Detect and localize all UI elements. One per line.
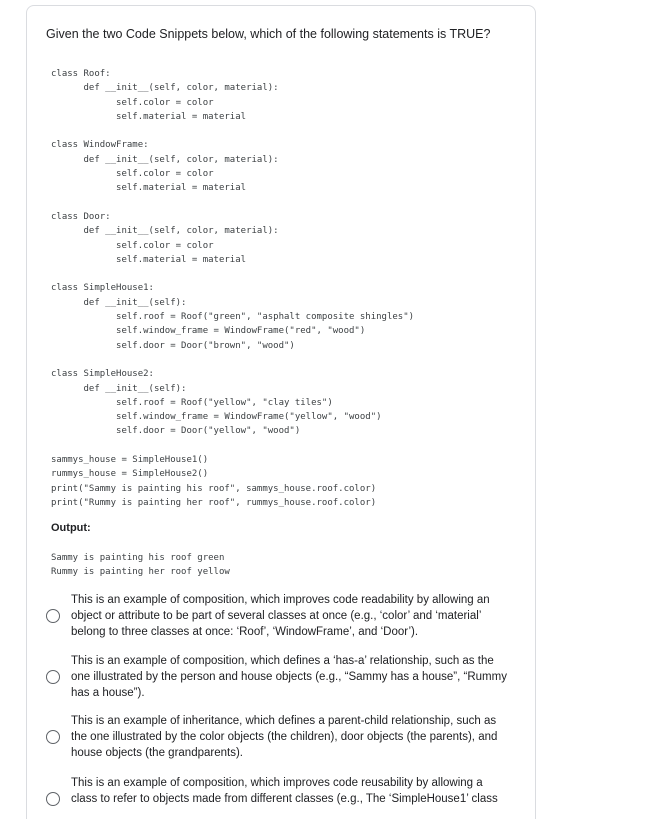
code-line [51,196,414,210]
option-line: This is an example of composition, which improves code reusability by allowing a [71,777,483,789]
code-line [51,267,414,281]
code-line: class SimpleHouse2: [51,369,154,380]
code-line: def __init__(self, color, material): [51,226,279,237]
code-line: def __init__(self, color, material): [51,83,279,94]
code-line [51,439,414,453]
output-label: Output: [51,522,91,534]
code-line: self.window_frame = WindowFrame("yellow", "wood") [51,412,382,423]
question-text: Given the two Code Snippets below, which of the following statements is TRUE? [46,27,491,41]
code-line [51,353,414,367]
code-line: print("Sammy is painting his roof", sammys_house.roof.color) [51,483,377,494]
option-line: This is an example of composition, which improves code readability by allowing an [71,594,490,606]
code-line: self.material = material [51,111,247,122]
code-line: self.material = material [51,254,247,265]
code-line: class WindowFrame: [51,140,149,151]
code-line: print("Rummy is painting her roof", rummys_house.roof.color) [51,497,377,508]
radio-button[interactable] [46,730,60,744]
radio-button[interactable] [46,670,60,684]
code-line: self.color = color [51,97,214,108]
option-line: the one illustrated by the color objects (the children), door objects (the parents), and [71,731,498,743]
code-line: self.roof = Roof("yellow", "clay tiles") [51,397,333,408]
code-line: self.door = Door("brown", "wood") [51,340,295,351]
option-line: has a house”). [71,687,145,699]
code-line [51,124,414,138]
code-snippet [51,67,414,510]
code-line: self.color = color [51,240,214,251]
answer-option-text [71,775,516,807]
code-line: class Door: [51,211,111,222]
option-line: This is an example of inheritance, which defines a parent-child relationship, such as [71,715,497,727]
output-block [51,551,230,580]
answer-option-text [71,592,516,640]
code-line: self.color = color [51,169,214,180]
code-line: self.door = Door("yellow", "wood") [51,426,301,437]
radio-button[interactable] [46,609,60,623]
output-line: Sammy is painting his roof green [51,553,225,563]
option-line: class to refer to objects made from different classes (e.g., The ‘SimpleHouse1’ class [71,793,498,805]
option-line: belong to three classes at once: ‘Roof’, ‘WindowFrame’, and ‘Door’). [71,626,419,638]
code-line: def __init__(self): [51,383,187,394]
radio-button[interactable] [46,792,60,806]
code-line: class Roof: [51,69,111,79]
code-line: def __init__(self): [51,297,187,308]
code-line: rummys_house = SimpleHouse2() [51,469,209,480]
option-line: house objects (the grandparents). [71,747,243,759]
code-line: self.roof = Roof("green", "asphalt composite shingles") [51,312,415,323]
code-line: class SimpleHouse1: [51,283,154,294]
option-line: This is an example of composition, which defines a ‘has-a’ relationship, such as the [71,655,494,667]
output-line: Rummy is painting her roof yellow [51,567,230,578]
answer-option-text [71,653,516,701]
code-line: self.material = material [51,183,247,194]
code-line: self.window_frame = WindowFrame("red", "wood") [51,326,366,337]
code-line: def __init__(self, color, material): [51,154,279,165]
option-line: one illustrated by the person and house objects (e.g., “Sammy has a house”, “Rummy [71,671,507,683]
answer-option-text [71,713,516,761]
code-line: sammys_house = SimpleHouse1() [51,455,209,466]
option-line: object or attribute to be part of several classes at once (e.g., ‘color’ and ‘material’ [71,610,482,622]
